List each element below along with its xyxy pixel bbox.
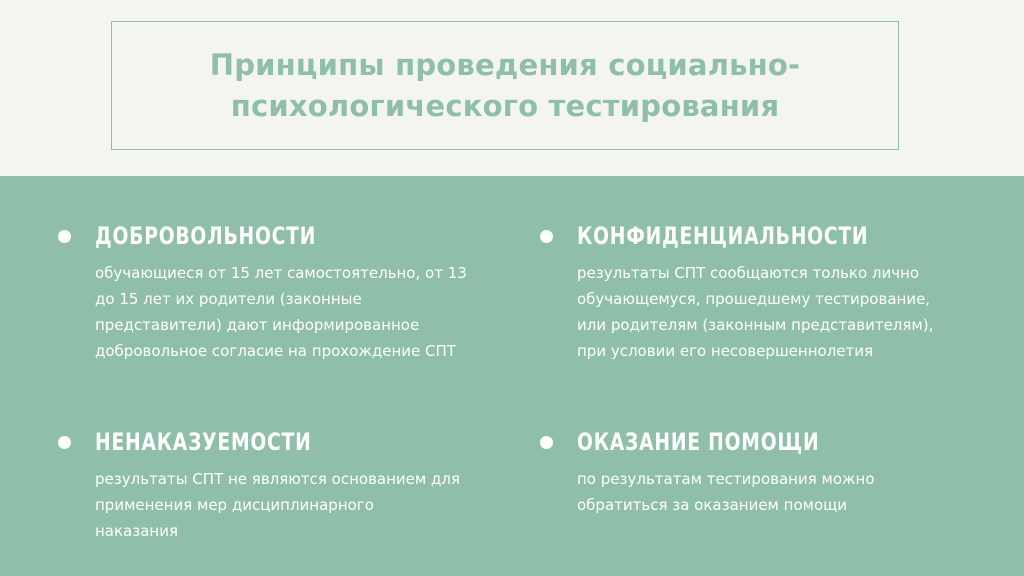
- bullet-dot-icon: [58, 230, 71, 243]
- title-frame: [111, 21, 899, 150]
- page-title: Принципы проведения социально- психологического тестирования: [209, 47, 801, 123]
- principle-description: по результатам тестирования можно обратиться за оказанием помощи: [577, 470, 875, 514]
- principle-non-punishment: [95, 427, 495, 544]
- bullet-dot-icon: [540, 230, 553, 243]
- principle-heading: ОКАЗАНИЕ ПОМОЩИ: [577, 428, 820, 456]
- principle-voluntariness: [95, 221, 495, 364]
- principle-heading: КОНФИДЕНЦИАЛЬНОСТИ: [577, 222, 869, 250]
- principle-assistance: [577, 427, 977, 518]
- principle-heading: НЕНАКАЗУЕМОСТИ: [95, 428, 312, 456]
- principle-heading: ДОБРОВОЛЬНОСТИ: [95, 222, 317, 250]
- principle-description: результаты СПТ не являются основанием для применения мер дисциплинарного наказания: [95, 470, 460, 540]
- principle-description: результаты СПТ сообщаются только лично обучающемуся, прошедшему тестирование, или родителям (законным представителям), при условии его несовершеннолетия: [577, 264, 934, 360]
- principle-confidentiality: [577, 221, 977, 364]
- header-band: [0, 0, 1024, 176]
- principle-description: обучающиеся от 15 лет самостоятельно, от 13 до 15 лет их родители (законные представители) дают информированное добровольное согласие на прохождение СПТ: [95, 264, 467, 360]
- bullet-dot-icon: [58, 436, 71, 449]
- bullet-dot-icon: [540, 436, 553, 449]
